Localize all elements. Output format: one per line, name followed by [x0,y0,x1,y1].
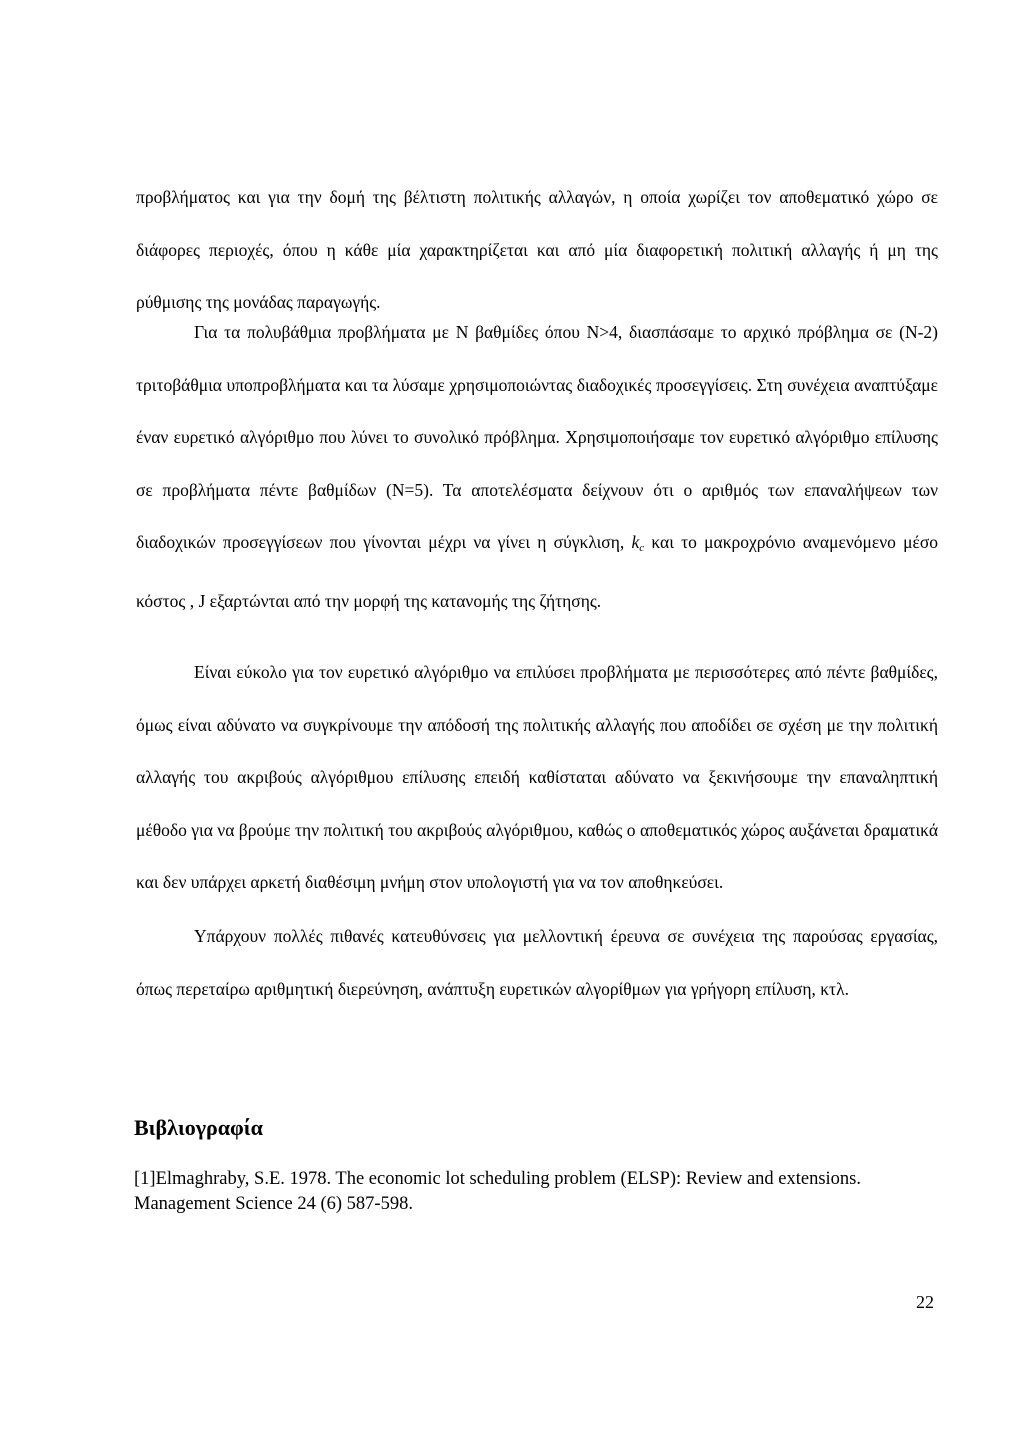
paragraph-4: Υπάρχουν πολλές πιθανές κατευθύνσεις για μελλοντική έρευνα σε συνέχεια της παρούσας εργασίας, όπως περεταίρω αριθμητική διερεύνηση, ανάπτυξη ευρετικών αλγορίθμων για γρήγορη επίλυση, κτλ. [136,926,938,999]
paragraph-2-text-start: Για τα πολυβάθμια προβλήματα με Ν βαθμίδες όπου Ν>4, διασπάσαμε το αρχικό πρόβλημα σε (Ν-2) τριτοβάθμια υποπροβλήματα και τα λύσαμε χρησιμοποιώντας διαδοχικές προσεγγίσεις. Στη συνέχεια αναπτύξαμε έναν ευρετικό αλγόριθμο που λύνει το συνολικό πρόβλημα. Χρησιμοποιήσαμε τον ευρετικό αλγόριθμο επίλυσης σε προβλήματα πέντε βαθμίδων (Ν=5). Τα αποτελέσματα δείχνουν ότι ο αριθμός των επαναλήψεων των διαδοχικών προσεγγίσεων που γίνονται μέχρι να γίνει η σύγκλιση, [136,322,938,552]
bibliography-entry-1: [1]Elmaghraby, S.E. 1978. The economic lot scheduling problem (ELSP): Review and extensions. Management Science 24 (6) 587-598. [134,1169,862,1214]
paragraph-3: Είναι εύκολο για τον ευρετικό αλγόριθμο να επιλύσει προβλήματα με περισσότερες από πέντε βαθμίδες, όμως είναι αδύνατο να συγκρίνουμε την απόδοσή της πολιτικής αλλαγής που αποδίδει σε σχέση με την πολιτική αλλαγής του ακριβούς αλγόριθμου επίλυσης επειδή καθίσταται αδύνατο να ξεκινήσουμε την επαναληπτική μέθοδο για να βρούμε την πολιτική του ακριβούς αλγόριθμου, καθώς ο αποθεματικός χώρος αυξάνεται δραματικά και δεν υπάρχει αρκετή διαθέσιμη μνήμη στον υπολογιστή για να τον αποθηκεύσει. [136,662,938,892]
convergence-symbol-subscript: c [639,542,645,554]
paragraph-1: προβλήματος και για την δομή της βέλτιστη πολιτικής αλλαγών, η οποία χωρίζει τον αποθεματικό χώρο σε διάφορες περιοχές, όπου η κάθε μία χαρακτηρίζεται και από μία διαφορετική πολιτική αλλαγής ή μη της ρύθμισης της μονάδας παραγωγής. [136,187,938,312]
convergence-symbol [632,532,645,552]
bibliography-heading: Βιβλιογραφία [134,1115,263,1140]
paragraph-2-text-end: και το μακροχρόνιο αναμενόμενο μέσο κόστος , J εξαρτώνται από την μορφή της κατανομής της ζήτησης. [136,532,939,611]
convergence-symbol-base: k [631,532,640,552]
paragraph-2 [136,306,938,627]
page-number: 22 [916,1292,934,1312]
